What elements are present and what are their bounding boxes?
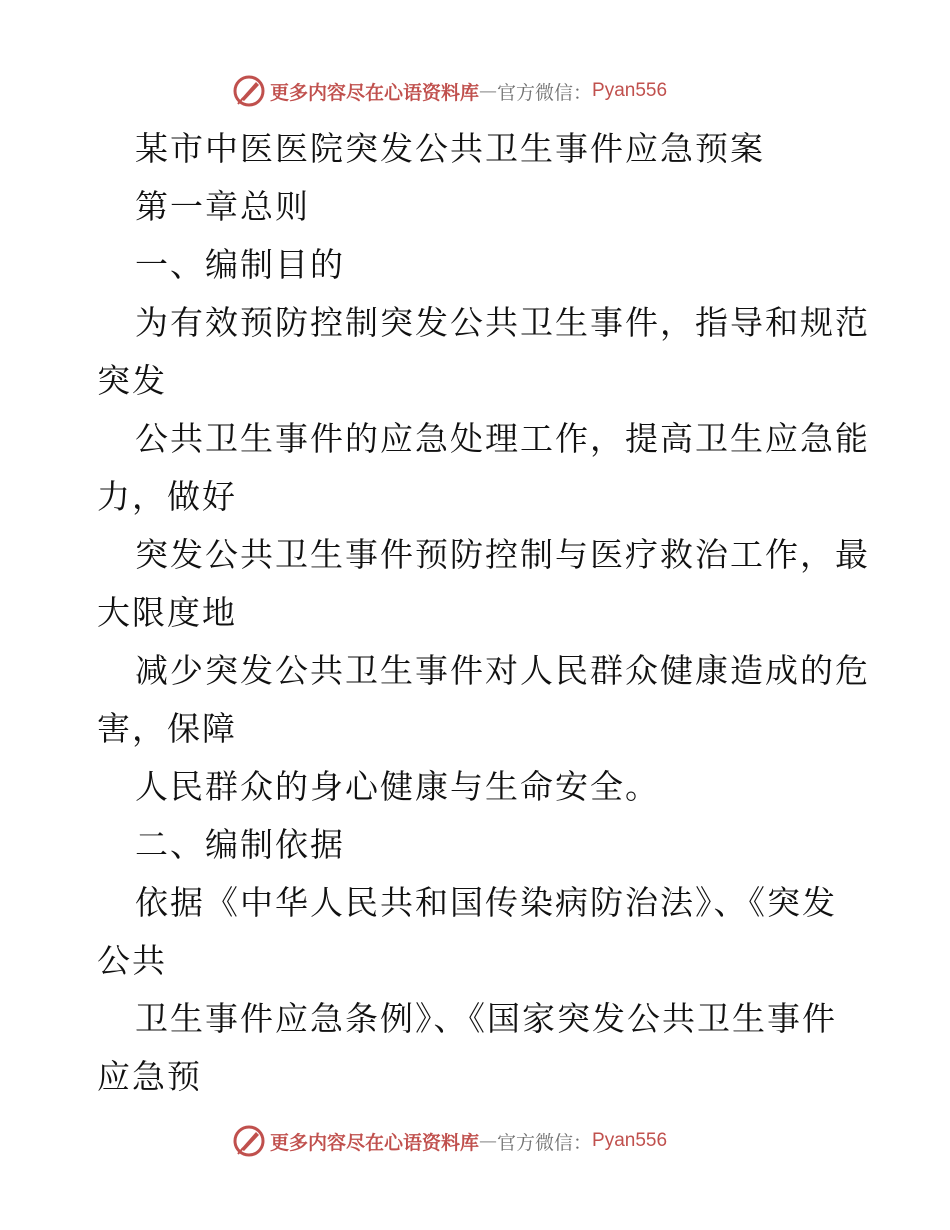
paragraph-line: 突发	[97, 361, 167, 400]
banner-promo-text: 更多内容尽在心语资料库	[270, 1131, 480, 1154]
document-body	[97, 120, 870, 1106]
paragraph-line: 应急预	[97, 1057, 202, 1096]
paragraph-line: 公共	[97, 941, 167, 980]
banner-promo-text: 更多内容尽在心语资料库	[270, 81, 480, 104]
chapter-heading: 第一章总则	[135, 187, 310, 226]
document-title: 某市中医医院突发公共卫生事件应急预案	[135, 129, 765, 168]
banner-dash: —	[479, 1130, 498, 1152]
quill-pen-logo-icon	[232, 1124, 266, 1158]
paragraph-line: 大限度地	[97, 593, 237, 632]
banner-wechat-handle: Pyan556	[592, 80, 668, 101]
paragraph-line: 害，保障	[97, 709, 237, 748]
paragraph-line: 突发公共卫生事件预防控制与医疗救治工作，最	[135, 535, 870, 574]
section-heading: 二、编制依据	[135, 825, 345, 864]
header-banner	[232, 71, 732, 111]
paragraph-line: 力，做好	[97, 477, 237, 516]
paragraph-line: 卫生事件应急条例》、《国家突发公共卫生事件	[135, 999, 837, 1038]
banner-wechat-handle: Pyan556	[592, 1130, 668, 1151]
footer-banner	[232, 1121, 732, 1161]
banner-official-label: 官方微信：	[497, 1131, 593, 1154]
section-heading: 一、编制目的	[135, 245, 345, 284]
paragraph-line: 为有效预防控制突发公共卫生事件，指导和规范	[135, 303, 870, 342]
banner-dash: —	[479, 80, 498, 102]
quill-pen-logo-icon	[232, 74, 266, 108]
paragraph-line: 公共卫生事件的应急处理工作，提高卫生应急能	[135, 419, 870, 458]
paragraph-line: 减少突发公共卫生事件对人民群众健康造成的危	[135, 651, 870, 690]
banner-official-label: 官方微信：	[497, 81, 593, 104]
paragraph-line: 人民群众的身心健康与生命安全。	[135, 767, 660, 806]
paragraph-line: 依据《中华人民共和国传染病防治法》、《突发	[135, 883, 837, 922]
